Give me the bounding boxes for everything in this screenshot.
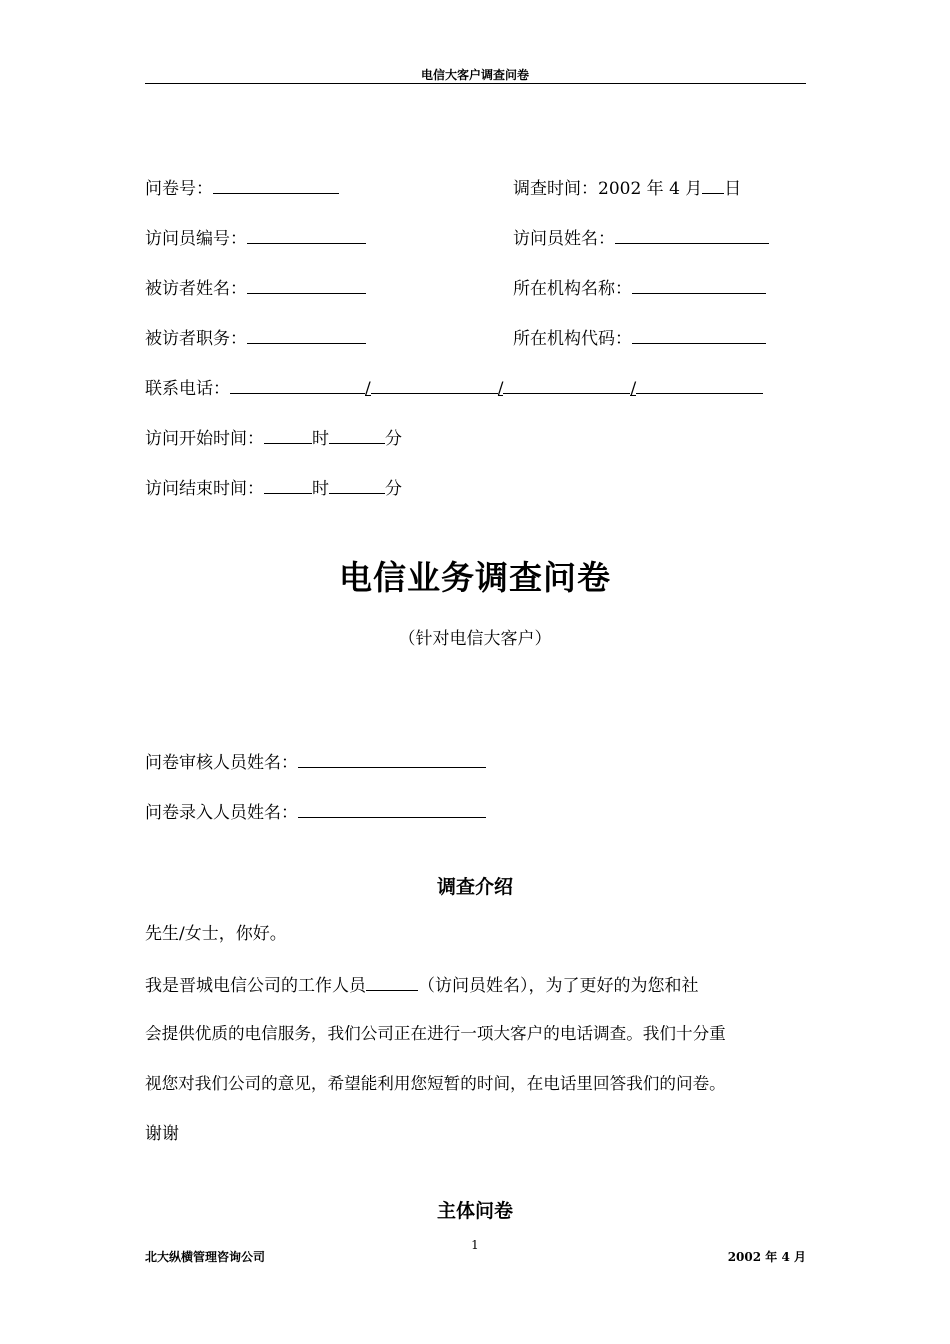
end-minute-blank[interactable]: [329, 476, 385, 494]
interviewer-no-label: 访问员编号：: [145, 229, 247, 249]
reviewer-label: 问卷审核人员姓名：: [145, 753, 298, 773]
document-subtitle: （针对电信大客户）: [398, 629, 552, 649]
start-minute-blank[interactable]: [329, 426, 385, 444]
entry-label: 问卷录入人员姓名：: [145, 803, 298, 823]
start-hour-blank[interactable]: [264, 426, 312, 444]
start-minute-label: 分: [385, 429, 402, 449]
end-hour-blank[interactable]: [264, 476, 312, 494]
header-divider: [145, 83, 806, 84]
start-time-field: [145, 426, 402, 450]
questionnaire-no-label: 问卷号：: [145, 179, 213, 199]
interviewer-name-label: 访问员姓名：: [513, 229, 615, 249]
page-number: 1: [471, 1238, 479, 1252]
phone-label: 联系电话：: [145, 379, 230, 399]
survey-time-field: [513, 176, 741, 200]
interviewee-position-blank[interactable]: [247, 326, 366, 344]
footer-date: 2002 年 4 月: [727, 1250, 806, 1264]
intro-interviewer-blank[interactable]: [366, 973, 418, 991]
intro-thanks: 谢谢: [145, 1124, 179, 1144]
interviewee-position-field: [145, 326, 366, 350]
intro-line-1-b: （访问员姓名），为了更好的为您和社: [418, 976, 699, 996]
interviewer-no-blank[interactable]: [247, 226, 366, 244]
intro-greeting: 先生/女士，你好。: [145, 924, 287, 944]
interviewer-no-field: [145, 226, 366, 250]
org-code-field: [513, 326, 766, 350]
interviewee-name-field: [145, 276, 366, 300]
intro-line-2: 会提供优质的电信服务，我们公司正在进行一项大客户的电话调查。我们十分重: [145, 1024, 726, 1043]
start-time-label: 访问开始时间：: [145, 429, 264, 449]
phone-blank-4[interactable]: [636, 376, 763, 394]
org-name-field: [513, 276, 766, 300]
org-name-label: 所在机构名称：: [513, 279, 632, 299]
interviewer-name-blank[interactable]: [615, 226, 769, 244]
reviewer-blank[interactable]: [298, 750, 486, 768]
intro-line-3: 视您对我们公司的意见，希望能利用您短暂的时间，在电话里回答我们的问卷。: [145, 1074, 726, 1093]
intro-line-1-a: 我是晋城电信公司的工作人员: [145, 976, 366, 996]
phone-blank-2[interactable]: [371, 376, 498, 394]
intro-line-1: [145, 973, 699, 997]
phone-separator-2: /: [497, 379, 504, 399]
end-time-label: 访问结束时间：: [145, 479, 264, 499]
entry-field: [145, 800, 486, 824]
questionnaire-no-field: [145, 176, 339, 200]
phone-field: [145, 376, 763, 400]
end-time-field: [145, 476, 402, 500]
document-title: 电信业务调查问卷: [339, 558, 611, 597]
interviewee-name-label: 被访者姓名：: [145, 279, 247, 299]
phone-blank-3[interactable]: [503, 376, 630, 394]
survey-day-blank[interactable]: [702, 176, 724, 194]
org-name-blank[interactable]: [632, 276, 766, 294]
footer-company: 北大纵横管理咨询公司: [145, 1250, 266, 1264]
intro-heading: 调查介绍: [436, 876, 513, 898]
survey-time-label: 调查时间：2002 年 4 月: [513, 179, 703, 199]
interviewee-position-label: 被访者职务：: [145, 329, 247, 349]
end-minute-label: 分: [385, 479, 402, 499]
header-title: 电信大客户调查问卷: [420, 68, 529, 82]
questionnaire-no-blank[interactable]: [213, 176, 339, 194]
survey-time-day-label: 日: [724, 179, 742, 199]
interviewee-name-blank[interactable]: [247, 276, 366, 294]
main-section-heading: 主体问卷: [436, 1200, 513, 1222]
org-code-blank[interactable]: [632, 326, 766, 344]
interviewer-name-field: [513, 226, 769, 250]
phone-separator-1: /: [365, 379, 371, 399]
entry-blank[interactable]: [298, 800, 486, 818]
end-hour-label: 时: [312, 479, 329, 499]
org-code-label: 所在机构代码：: [513, 329, 632, 349]
phone-blank-1[interactable]: [230, 376, 365, 394]
reviewer-field: [145, 750, 486, 774]
phone-separator-3: /: [630, 379, 637, 399]
start-hour-label: 时: [312, 429, 329, 449]
